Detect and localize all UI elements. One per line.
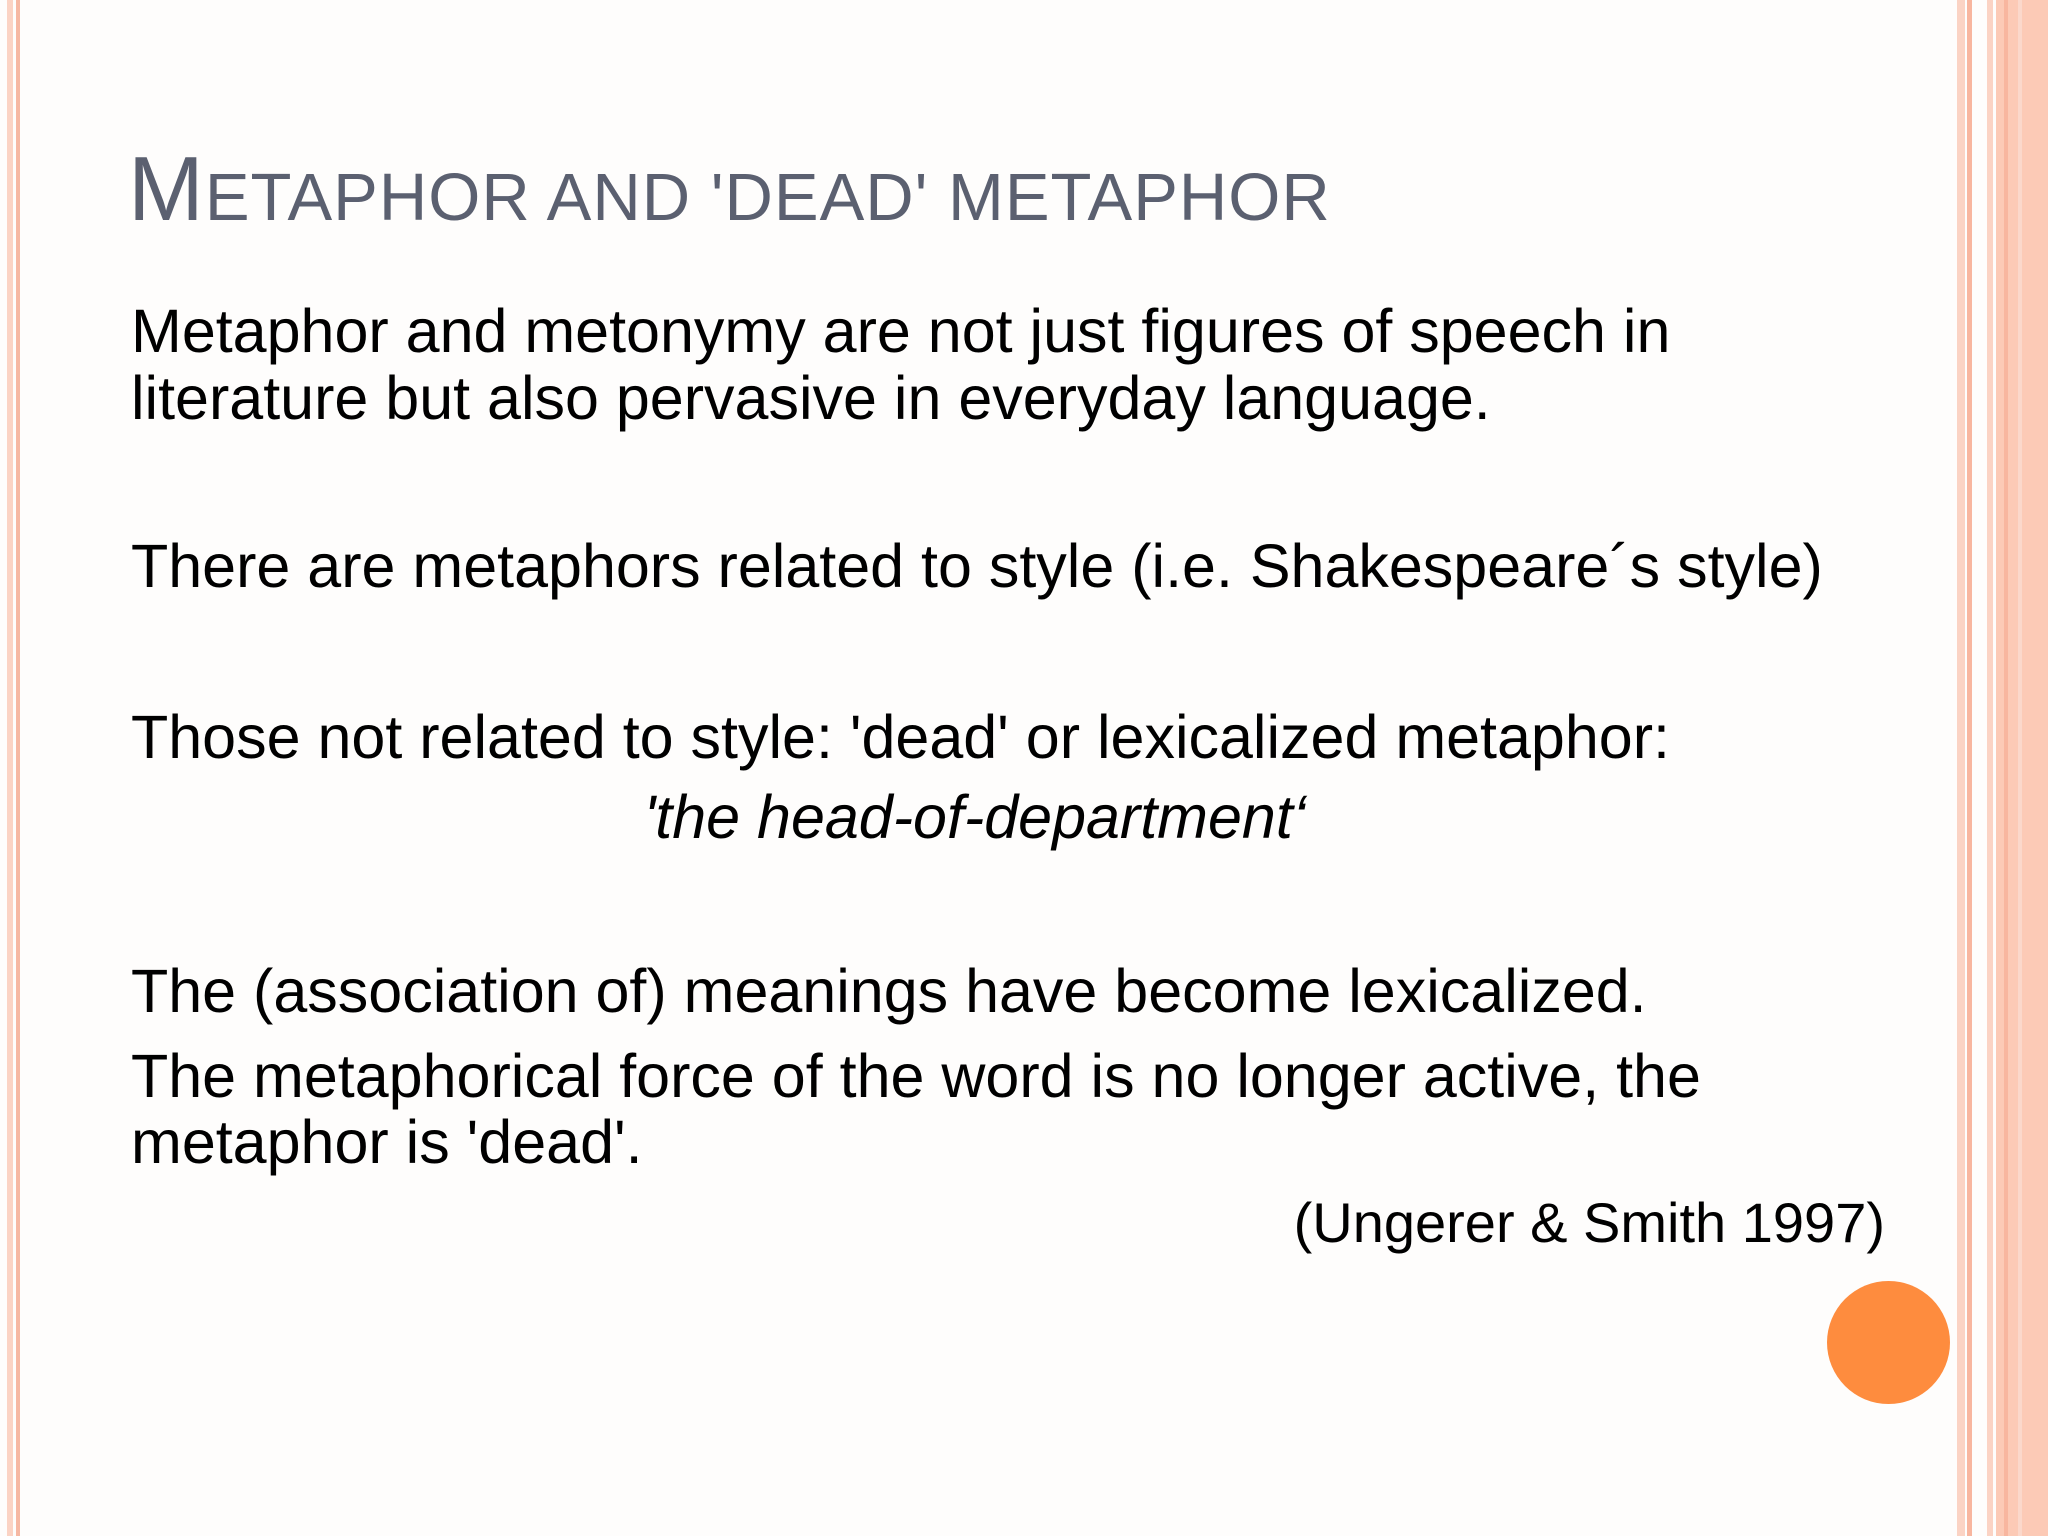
left-border-line-inner — [16, 0, 20, 1536]
accent-circle — [1827, 1281, 1950, 1404]
right-border-line-5 — [2004, 0, 2008, 1536]
paragraph-3: Those not related to style: 'dead' or lexicalized metaphor: — [131, 703, 1670, 771]
right-border-line-2 — [1967, 0, 1972, 1536]
citation: (Ungerer & Smith 1997) — [1293, 1191, 1885, 1254]
slide-title — [128, 138, 1331, 242]
slide-title-first-letter: M — [128, 139, 205, 240]
example-phrase: 'the head-of-department‘ — [643, 783, 1307, 851]
paragraph-2: There are metaphors related to style (i.e. Shakespeare´s style) — [131, 532, 1823, 600]
slide-title-rest: ETAPHOR AND 'DEAD' METAPHOR — [204, 160, 1331, 235]
right-border-line-1 — [1957, 0, 1965, 1536]
paragraph-1-line-1: Metaphor and metonymy are not just figures of speech in — [131, 297, 1671, 365]
right-border-line-3 — [1987, 0, 1993, 1536]
left-border-line-outer — [7, 0, 13, 1536]
paragraph-5-line-1: The metaphorical force of the word is no longer active, the — [131, 1042, 1701, 1110]
paragraph-4: The (association of) meanings have become lexicalized. — [131, 957, 1647, 1025]
paragraph-1-line-2: literature but also pervasive in everyday language. — [131, 364, 1491, 432]
paragraph-5-line-2: metaphor is 'dead'. — [131, 1108, 643, 1176]
right-border-line-6 — [2018, 0, 2022, 1536]
